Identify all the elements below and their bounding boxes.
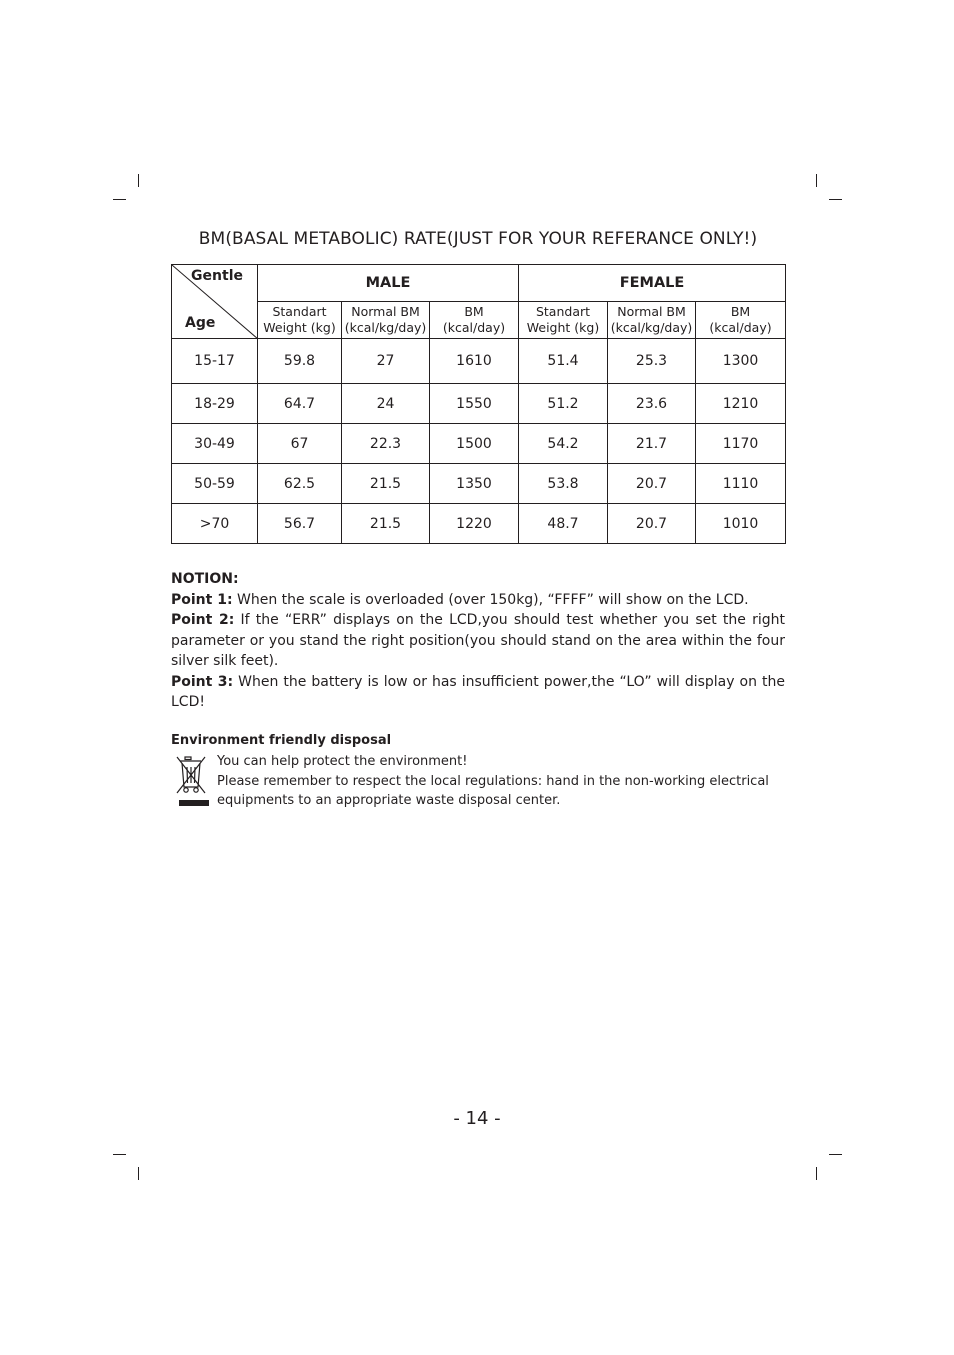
sub-line: (kcal/day): [709, 320, 772, 335]
crop-mark: [829, 1154, 842, 1155]
page-number: - 14 -: [453, 1108, 501, 1129]
male-bm-cell: 1500: [430, 424, 519, 464]
male-bm-cell: 1610: [430, 339, 519, 384]
crossed-out-wheelie-bin-icon: [171, 753, 213, 809]
male-bm-cell: 1220: [430, 504, 519, 544]
subheader-male-bm: [430, 302, 519, 339]
point-2-text: If the “ERR” displays on the LCD,you should test whether you set the right parameter or you stand the right position(you should stand on the area within the four silver silk feet).: [171, 612, 785, 669]
age-cell: 50-59: [172, 464, 258, 504]
subheader-female-normal-bm: [608, 302, 696, 339]
female-weight-cell: 53.8: [519, 464, 608, 504]
environment-line-1: You can help protect the environment!: [217, 754, 468, 769]
subheader-female-bm: [696, 302, 786, 339]
female-bm-cell: 1210: [696, 384, 786, 424]
subheader-male-normal-bm: [342, 302, 430, 339]
male-normal-bm-cell: 21.5: [342, 504, 430, 544]
sub-line: Standart: [535, 304, 591, 319]
male-bm-cell: 1350: [430, 464, 519, 504]
corner-age-label: Age: [185, 315, 216, 331]
female-normal-bm-cell: 23.6: [608, 384, 696, 424]
age-cell: 30-49: [172, 424, 258, 464]
male-normal-bm-cell: 21.5: [342, 464, 430, 504]
age-cell: 15-17: [172, 339, 258, 384]
sub-line: Standart: [272, 304, 327, 319]
table-row: [172, 339, 786, 384]
male-normal-bm-cell: 27: [342, 339, 430, 384]
female-bm-cell: 1010: [696, 504, 786, 544]
crop-mark: [113, 199, 126, 200]
female-bm-cell: 1300: [696, 339, 786, 384]
crop-mark: [816, 174, 817, 187]
sub-line: Weight (kg): [526, 320, 600, 335]
sub-line: (kcal/kg/day): [344, 320, 427, 335]
table-row: [172, 384, 786, 424]
female-normal-bm-cell: 21.7: [608, 424, 696, 464]
sub-line: BM: [730, 304, 751, 319]
bm-table: [171, 264, 786, 544]
table-row: [172, 464, 786, 504]
table-corner-cell: [172, 265, 258, 339]
subheader-female-weight: [519, 302, 608, 339]
male-weight-cell: 56.7: [258, 504, 342, 544]
point-1: [171, 590, 785, 611]
environment-text: [217, 752, 787, 811]
point-1-text: When the scale is overloaded (over 150kg), “FFFF” will show on the LCD.: [232, 591, 749, 608]
sub-line: (kcal/day): [442, 320, 506, 335]
female-bm-cell: 1110: [696, 464, 786, 504]
point-3: [171, 672, 785, 713]
female-normal-bm-cell: 25.3: [608, 339, 696, 384]
male-normal-bm-cell: 22.3: [342, 424, 430, 464]
point-1-label: Point 1:: [171, 591, 233, 608]
male-normal-bm-cell: 24: [342, 384, 430, 424]
sub-line: Normal BM: [351, 304, 420, 319]
crop-mark: [138, 1167, 139, 1180]
male-weight-cell: 62.5: [258, 464, 342, 504]
notion-section: [171, 569, 785, 713]
point-2-label: Point 2:: [171, 612, 235, 628]
point-2: [171, 610, 785, 672]
female-weight-cell: 48.7: [519, 504, 608, 544]
female-weight-cell: 54.2: [519, 424, 608, 464]
female-weight-cell: 51.2: [519, 384, 608, 424]
crop-mark: [829, 199, 842, 200]
sub-line: BM: [464, 304, 484, 319]
sub-line: Normal BM: [617, 304, 686, 319]
crop-mark: [113, 1154, 126, 1155]
female-normal-bm-cell: 20.7: [608, 504, 696, 544]
crop-mark: [816, 1167, 817, 1180]
male-header: MALE: [258, 265, 519, 302]
point-3-text: When the battery is low or has insufficient power,the “LO” will display on the LCD!: [171, 673, 785, 710]
crop-mark: [138, 174, 139, 187]
male-weight-cell: 67: [258, 424, 342, 464]
environment-heading: Environment friendly disposal: [171, 733, 392, 748]
male-weight-cell: 59.8: [258, 339, 342, 384]
female-header: FEMALE: [519, 265, 786, 302]
sub-line: Weight (kg): [263, 320, 336, 335]
age-cell: 18-29: [172, 384, 258, 424]
table-row: [172, 424, 786, 464]
subheader-male-weight: [258, 302, 342, 339]
notion-heading: NOTION:: [171, 571, 239, 587]
male-weight-cell: 64.7: [258, 384, 342, 424]
page-title: BM(BASAL METABOLIC) RATE(JUST FOR YOUR REFERANCE ONLY!): [198, 229, 758, 249]
female-weight-cell: 51.4: [519, 339, 608, 384]
male-bm-cell: 1550: [430, 384, 519, 424]
environment-line-2: Please remember to respect the local regulations: hand in the non-working electrical equipments to an appropriate waste disposal center.: [217, 773, 769, 808]
sub-line: (kcal/kg/day): [610, 320, 693, 335]
table-row: [172, 504, 786, 544]
point-3-label: Point 3:: [171, 673, 234, 690]
female-bm-cell: 1170: [696, 424, 786, 464]
female-normal-bm-cell: 20.7: [608, 464, 696, 504]
corner-gentle-label: Gentle: [191, 268, 243, 284]
age-cell: >70: [172, 504, 258, 544]
